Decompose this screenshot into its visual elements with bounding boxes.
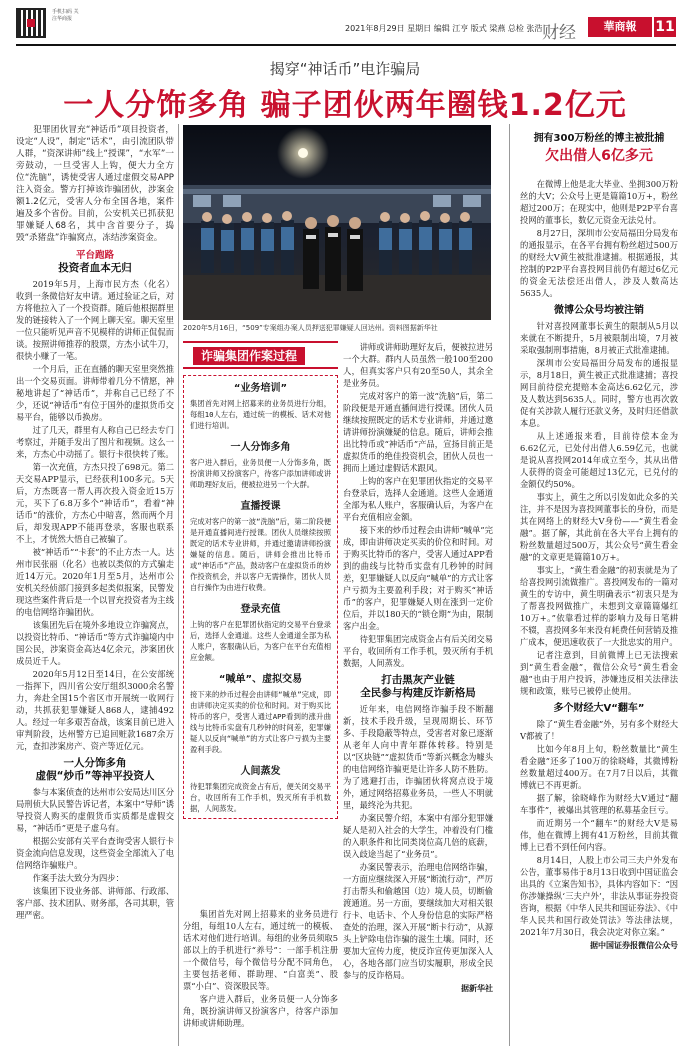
step-heading: “业务培训” — [233, 383, 288, 394]
paragraph: 该集团先后在境外多地设立诈骗窝点，以投资比特币、“神话币”等方式诈骗境内中国公民，涉案资金高达4亿余元，涉案团伙成员近千人。 — [16, 620, 174, 666]
right-column — [520, 178, 678, 1046]
paragraph: 该集团下设业务部、讲师部、行政部、客户部、技术团队、财务部，各司其职，管理严密。 — [16, 886, 174, 920]
step-heading: 一人分饰多角 — [230, 442, 291, 453]
qr-code-icon[interactable] — [16, 8, 46, 38]
subhead-3-line-1: 打击黑灰产业链 — [381, 674, 455, 686]
fraud-process-panel — [183, 341, 338, 904]
paragraph: 2019年5月，上海市民方杰（化名）收到一条微信好友申请。通过验证之后，对方将他拉入了一个投资群。随后他根据群里发的链接转入了一个网上聊天室。聊天室里一位只能听见声音不见模样的讲师正侃侃而谈。按照讲师推荐的股票，方杰小试牛刀，很快小赚了一笔。 — [16, 279, 174, 361]
page-headline: 一人分饰多角 骗子团伙两年圈钱1.2亿元 — [63, 88, 627, 123]
paragraph: 作案手法大致分为四步： — [32, 873, 124, 883]
paragraph: 针对喜投网董事长黄生的限制从5月以来就在不断提升，5月被限制出境，7月被采取强制刑事措施，8月被正式批准逮捕。 — [520, 321, 678, 355]
masthead — [0, 0, 690, 46]
qr-caption: 手机扫码 关注华商报 — [52, 9, 79, 22]
paragraph: 上钩的客户在犯罪团伙指定的交易平台登录后，选择人金通道。这些人金通道全部为私人账户，客服确认后，为客户在平台充值相应金额。 — [343, 476, 493, 522]
section-name: 财经 — [542, 23, 576, 43]
column-divider — [509, 124, 510, 1046]
paragraph: 深圳市公安局福田分局发布的通报显示，8月18日，黄生被正式批准逮捕；喜投网目前待偿充提赔本金高达6.62亿元，涉及人数达到5635人。同时，警方也再次敦促有关涉款人履行还款义务，及时归还借款本息。 — [520, 358, 678, 428]
paragraph: 事实上，“黄生看金融”的初衷就是为了给喜投网引流做推广。喜投网发布的一篇对黄生的专访中，黄生明确表示“初衷只是为了帮喜投网做推广，未想到文章篇篇爆红10万+。”依靠看过样的影响力及每日笔耕不辍，喜投网多年来没有耗费任何营销及推广成本，便迅速收获了一大批忠实的用户。 — [520, 565, 678, 647]
paragraph: 近年来，电信网络诈骗手段不断翻新，技术手段升级，呈现周期长、环节多、手段隐蔽等特点，受害者对象已逐渐从老年人向中青年群体转移。特别是以“区块链”“虚拟货币”等新兴概念为噱头的电信网络诈骗更是让许多人防不胜防。为了逃避打击，诈骗团伙将窝点设于境外，通过网络招募业务员，一些人不明就里，最终沦为共犯。 — [343, 704, 493, 810]
paragraph: 过了几天，群里有人称自己已经去专门考察过，并随手发出了图片和视频。这么一来，方杰心中动摇了。银行卡很快转了账。 — [16, 425, 174, 459]
subhead-2-line-1: 一人分饰多角 — [63, 757, 127, 769]
step-heading: 直播授课 — [240, 501, 281, 512]
paragraph: 而近期另一个“翻车”的财经大V是易伟，他在微博上拥有41万粉丝，目前其微博上已看不到任何内容。 — [520, 818, 678, 852]
step-text: 完成对客户的第一波“洗脑”后，第二阶段便是开通直播间进行授课。团伙人员继续按照既定的话术专业讲师，并通过邀请讲师扮演嫌疑的信息。随后，讲师会推出比特币或“神话币”产品，鼓动客户在虚拟货币的炒作投资机会，并以客户无需操作，团伙人员自行操作为由进行收费。 — [190, 517, 331, 592]
subhead-4 — [520, 304, 678, 317]
subhead-4-line: 微博公众号均被注销 — [554, 305, 644, 316]
panel-title: 诈骗集团作案过程 — [193, 347, 305, 365]
step-text: 上钩的客户在犯罪团伙指定的交易平台登录后，选择人金通道。这些人金通道全部为私人账户，客服确认后，为客户在平台充值相应金额。 — [190, 620, 331, 662]
headline-kicker: 揭穿“神话币”电诈骗局 — [269, 60, 421, 78]
paragraph: 根据公安部有关平台查询受害人银行卡资金流向信息发现，这些资金全部流入了电信网络诈骗账户。 — [16, 836, 174, 870]
news-photo — [183, 125, 491, 320]
step-text: 客户进入群后，业务员便一人分饰多角，既扮演讲师又扮演客户，待客户添加讲师或讲师助理好友后，便被拉进另一个大群。 — [190, 458, 331, 489]
paragraph: 2020年5月12日至14日，在公安部统一指挥下，四川省公安厅组织3000余名警力，奔赴全国15个省区市开展统一收网行动，共抓获犯罪嫌疑人868人，逮捕492人。经过一年多艰苦奋战，该案目前已进入审判阶段，达州警方已追回赃款1687余万元，查扣涉案房产、资产等近亿元。 — [16, 669, 174, 751]
middle-column — [343, 341, 493, 1046]
paragraph: 8月14日，人股上市公司三夫户外发布公告，董事易伟于8月13日收到中国证监会出具的《立案告知书》，具体内容如下：“因你涉嫌操纵‘三夫户外’，非法从事证券投资咨询，根据《中华人民共和国证券法》、《中华人民共和国行政处罚法》等法律法规，2021年7月30日，我会决定对你立案。” — [520, 855, 678, 937]
paragraph: 办案民警表示，治理电信网络诈骗，一方面应继续深入开展“断流行动”，严厉打击帮头和偷越国（边）境人员，切断偷渡通道。另一方面，要继续加大对相关银行卡、电话卡、个人身份信息的实际严格查处的治理，深入开展“断卡行动”，从源头上铲除电信诈骗的滋生土壤。同时，还要加大宣传力度，使反诈宣传更加深入人心，各地各部门应当切实履职，形成全民参与的反诈格局。 — [343, 862, 493, 980]
newspaper-logo: 華商報 — [588, 17, 652, 37]
photo-caption: 2020年5月16日，“509”专案组办案人员押送犯罪嫌疑人回达州。资料图据新华社 — [183, 324, 438, 332]
step-heading: 登录充值 — [240, 604, 281, 615]
right-title-line-1: 拥有300万粉丝的博主被批捕 — [533, 133, 665, 144]
right-title-line-2: 欠出借人6亿多元 — [545, 148, 653, 164]
paragraph: 第一次充值，方杰只投了698元。第二天交易APP显示，已经获利100多元。5天后，方杰既喜一帮人再次投入资金近15万元，买下了6.8万多个“神话币”，看着“神话币”的涨价，方杰心中暗喜，然而两个月后，却发现APP不能再登录，客服也联系不上，才恍然大悟自己被骗了。 — [16, 462, 174, 544]
step-text: 接下来的炒币过程会由讲师“喊单”完成，即由讲师决定买卖的价位和时间。对于购买比特币的客户，受害人通过APP看到的涨升曲线与比特币实盘有几秒钟的时间差，犯罪嫌疑人以反向“喊单”的方式让客户亏损为主要盈利手段。 — [190, 690, 331, 754]
paragraph: 一个月后，正在直播的聊天室里突然推出一个交易页面。讲师带着几分不情愿，神秘地讲起了“神话币”，并称自己已经了不少，还说“神话币”有位于国外的虚拟货币交易平台，能够以币换房。 — [16, 364, 174, 422]
article-credit: 据新华社 — [461, 984, 493, 993]
paragraph: 接下来的炒币过程会由讲师“喊单”完成，即由讲师决定买卖的价位和时间。对于购买比特币的客户，受害人通过APP看到的曲线与比特币实盘有几秒钟的时间差，犯罪嫌疑人以反向“喊单”的方式让客户亏损为主要盈利手段；对于购买“神话币”的客户，犯罪嫌疑人则在涨到一定价位后，并以180天的“锁仓期”为由，限制客户出金。 — [343, 525, 493, 631]
right-credit: 据中国证券报微信公众号 — [590, 941, 678, 950]
lead-paragraph: 犯罪团伙冒充“神话币”项目投资者，设定“人设”，制定“话术”，由引流团队带人群，“资深讲师”线上“授课”，“水军”一旁鼓动，一旦受害人上钩，便大力全方位“洗脑”，诱使受害人通过虚假交易APP注入资金。警方打掉该诈骗团伙，涉案金额1.2亿元，受害人分布全国各地，案件遍及多个省份。目前，公安机关已抓获犯罪嫌疑人68名，其中含首要分子，捣毁“杀猪盘”诈骗窝点，冻结涉案资金。 — [16, 125, 174, 243]
paragraph: 办案民警介绍，本案中有部分犯罪嫌疑人是初入社会的大学生，冲着没有门槛的入职条件和比同类岗位高几倍的底薪，误入歧途当起了“业务员”。 — [343, 813, 493, 859]
paragraph: 记者注意到，目前微博上已无法搜索到“黄生看金融”，微信公众号“黄生看金融”也由于用户投诉，涉嫌违反相关法律法规和政策，账号已被停止使用。 — [520, 650, 678, 696]
step-text: 待犯罪集团完成资金占有后，便关闭交易平台，收回所有工作手机，毁灭所有手机数据，人间蒸发。 — [190, 782, 331, 813]
paragraph: 参与本案侦查的达州市公安局达川区分局刑侦大队民警告诉记者，本案中“导师”诱导投资人购买的虚假货币实质都是虚假交易，“神话币”更是子虚乌有。 — [16, 787, 174, 833]
subhead-1 — [16, 249, 174, 275]
subhead-2 — [16, 757, 174, 783]
paragraph: 待犯罪集团完成资金占有后关闭交易平台，收回所有工作手机，毁灭所有手机数据，人间蒸发。 — [343, 634, 493, 668]
subhead-2-line-2: 虚假“炒币”等神平投资人 — [35, 770, 155, 782]
subhead-3 — [343, 674, 493, 700]
masthead-rule — [16, 44, 676, 46]
paragraph: 集团首先对网上招募来的业务员进行分组，每组10人左右，通过统一的模板、话术对他们进行培训。每组的业务员须取5部以上的手机进行“养号”：一部手机注册一个微信号，每个微信号分配不同角色，主要包括老师、群助理、“白富美”、股票“小白”、资深股民等。 — [183, 909, 338, 991]
left-column — [16, 124, 174, 1046]
paragraph: 完成对客户的第一波“洗脑”后，第二阶段便是开通直播间进行授课。团伙人员继续按照既定的话术专业讲师，并通过邀请讲师扮演嫌疑的信息。随后，讲师会推出比特币或“神话币”产品，宣扬目前正是虚拟货币的绝佳投资机会，团伙人员也一拥而上通过虚假话术跟风。 — [343, 391, 493, 473]
paragraph: 从上述通报来看，目前待偿本金为6.62亿元，已处付出借人6.59亿元，也就是说从喜投网2014年成立至今，其从出借人获得的资金可能超过13亿元，已兑付的金额仅约50%。 — [520, 431, 678, 489]
paragraph: 客户进入群后，业务员便一人分饰多角，既扮演讲师又扮演客户，待客户添加讲师或讲师助理。 — [183, 994, 338, 1028]
paragraph: 讲师或讲师助理好友后，便被拉进另一个大群。群内人员虽然一般100至200人，但真实客户只有20至50人，其余全是业务员。 — [343, 342, 493, 388]
column-divider — [178, 124, 179, 1046]
subhead-5-line: 多个财经大V“翻车” — [553, 703, 645, 714]
column-4 — [183, 908, 338, 1046]
step-text: 集团首先对网上招募来的业务员进行分组，每组10人左右，通过统一的模板、话术对他们进行培训。 — [190, 399, 331, 430]
paragraph: 被“神话币”“卡套”的不止方杰一人。达州市民张丽（化名）也被以类似的方式骗走近14万元。2020年1月至5月，达州市公安机关经侦部门接到多起类似报案，民警发现这些案件背后是一个以冒充投资者为主线的电信网络诈骗团伙。 — [16, 547, 174, 617]
issue-meta: 2021年8月29日 星期日 编辑 江亨 版式 梁燕 总检 张浩 — [345, 24, 543, 33]
paragraph: 在微博上他是北大毕业、坐拥300万粉丝的大V；公众号上更是篇篇10万+，粉丝超过200万；在现实中，他则是P2P平台喜投网的董事长，数亿元资金无法兑付。 — [520, 179, 678, 225]
step-heading: 人间蒸发 — [240, 766, 281, 777]
panel-title-bar — [183, 341, 338, 369]
right-story-title — [520, 131, 678, 166]
paragraph: 事实上，黄生之所以引发如此众多的关注，并不是因为喜投网董事长的身份，而是其在网络上的财经大V身份——“黄生看金融”。据了解，其此前在各大平台上拥有的粉丝数量超过500万，其公众号“黄生看金融”的文章更是篇篇10万+。 — [520, 492, 678, 562]
subhead-1-line-1: 平台跑路 — [75, 250, 114, 261]
step-heading: “喊单”、虚拟交易 — [218, 674, 303, 685]
subhead-3-line-2: 全民参与构建反诈新格局 — [360, 687, 476, 699]
police-escort-photo — [183, 125, 491, 320]
process-box — [183, 375, 338, 819]
paragraph: 除了“黄生看金融”外，另有多个财经大V都被了！ — [520, 719, 678, 741]
paragraph: 8月27日，深圳市公安局福田分局发布的通报显示，在各平台拥有粉丝超过500万的财经大V黄生被批准逮捕。根据通报，其控制的P2P平台喜投网目前仍有超过6亿元的资金无法偿还出借人，涉及人数高达5635人。 — [520, 228, 678, 298]
subhead-1-line-2: 投资者血本无归 — [58, 262, 132, 274]
subhead-5 — [520, 702, 678, 715]
paragraph: 据了解，徐晓峰作为财经大V通过“翻车事件”，被爆出其管理的私募基金巨亏。 — [520, 793, 678, 815]
page-number: 11 — [655, 19, 675, 35]
paragraph: 比如今年8月上旬，粉丝数量比“黄生看金融”还多了100万的徐晓峰，其微博粉丝数量超过400万。在7月7日以后，其微博就已不再更新。 — [520, 744, 678, 790]
